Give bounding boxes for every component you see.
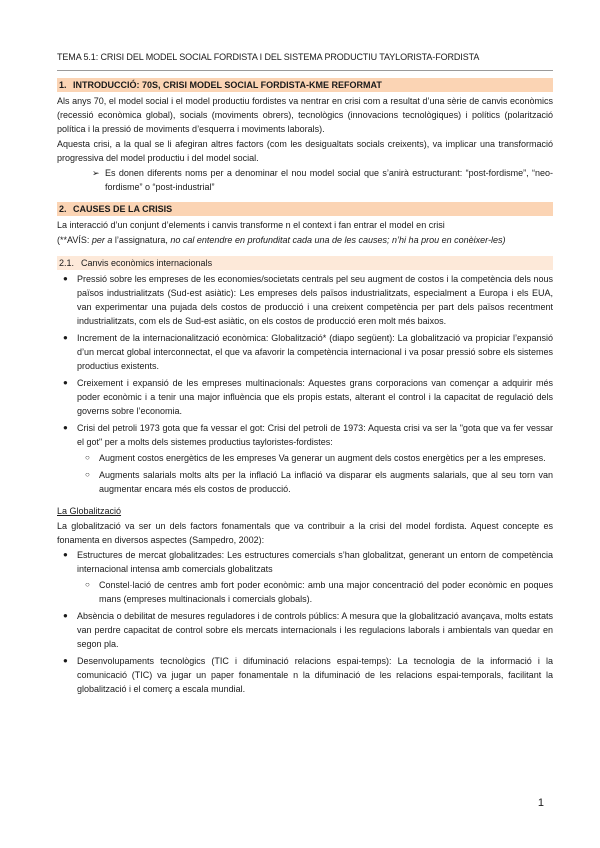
section-2-1-list	[57, 272, 553, 496]
sub-list	[77, 451, 553, 496]
bullet-icon: ●	[63, 611, 68, 620]
bullet-icon: ●	[63, 423, 68, 432]
list-item	[63, 376, 553, 418]
circle-bullet-icon: ○	[85, 580, 90, 589]
globalitzacio-list	[57, 548, 553, 696]
section-1-heading	[57, 78, 553, 92]
section-1-number: 1.	[59, 80, 67, 90]
title-rest: : CRISI DEL MODEL SOCIAL FORDISTA I DEL SISTEMA PRODUCTIU TAYLORISTA-FORDISTA	[95, 52, 480, 62]
circle-bullet-icon: ○	[85, 453, 90, 462]
section-2-notice	[57, 233, 553, 247]
bullet-icon: ●	[63, 378, 68, 387]
title-prefix: TEMA 5.1	[57, 52, 96, 62]
page-number: 1	[537, 797, 544, 809]
notice-normal: l’assignatura,	[114, 235, 168, 245]
circle-bullet-icon: ○	[85, 470, 90, 479]
section-2-1-heading	[57, 256, 553, 270]
section-2-heading	[57, 202, 553, 216]
section-2-intro: La interacció d’un conjunt d’elements i canvis transforme n el context i fan entrar el model en crisi	[57, 220, 445, 230]
section-2-1-number: 2.1.	[59, 258, 75, 268]
bullet-icon: ●	[63, 274, 68, 283]
globalitzacio-intro: La globalització va ser un dels factors fonamentals que va contribuir a la crisi del model fordista. Aquest concepte es fonamenta en diversos aspectes (Sampedro, 2002):	[57, 521, 553, 545]
sub-list-item-text: Augment costos energètics de les empreses Va generar un augment dels costos energètics per a les empreses.	[99, 453, 546, 463]
list-item	[63, 331, 553, 373]
bullet-icon: ●	[63, 550, 68, 559]
sub-list-item-text: Constel·lació de centres amb fort poder econòmic: amb una major concentració del poder econòmic en poques mans (empreses multinacionals i comercials globals).	[99, 580, 553, 604]
list-item-text: Creixement i expansió de les empreses multinacionals: Aquestes grans corporacions van començar a adquirir més poder econòmic i a tenir una major influència que els propis estats, alterant el control i la capacitat de regulació dels governs sobre l’economia.	[77, 378, 553, 416]
document-title	[57, 50, 553, 64]
bullet-icon: ●	[63, 656, 68, 665]
list-item-text: Estructures de mercat globalitzades: Les estructures comercials s’han globalitzat, generant un entorn de competència internacional intensa amb comercials globalitzats	[77, 550, 553, 574]
section-2-1-title: Canvis econòmics internacionals	[81, 258, 213, 268]
section-1-title: INTRODUCCIÓ: 70S, CRISI MODEL SOCIAL FORDISTA-KME REFORMAT	[73, 80, 382, 90]
notice-prefix: (**AVÍS:	[57, 235, 90, 245]
arrow-item-text: Es donen diferents noms per a denominar el nou model social que s’anirà estructurant: “post-fordisme”, “neo-fordisme” o “post-industrial”	[105, 168, 553, 192]
section-1-paragraph-1: Als anys 70, el model social i el model productiu fordistes va nentrar en crisi com a resultat d’una sèrie de canvis econòmics (recessió econòmica global), socials (moviments obrers), tecnològics (innovacions tecnològiques) i polítics (polarització política i la pressió de moviments d’esquerra i moviments laborals).	[57, 96, 553, 134]
list-item	[63, 548, 553, 606]
list-item-text: Increment de la internacionalització econòmica: Globalització* (diapo següent): La globalització va propiciar l’expansió d’un mercat global interconnectat, el que va afavorir la competència internacional i va posar pressió sobre els sistemes productius existents.	[77, 333, 553, 371]
sub-list-item	[85, 451, 553, 465]
sub-list-item-text: Augments salarials molts alts per la inflació La inflació va disparar els augments salarials, que al seu torn van augmentar encara més els costos de producció.	[99, 470, 553, 494]
list-item-text: Crisi del petroli 1973 gota que fa vessar el got: Crisi del petroli de 1973: Aquesta crisi va ser la "gota que va fer vessar el got" per a molts dels sistemes productius tayloristes-fordistes:	[77, 423, 553, 447]
notice-italic-1: per a	[89, 235, 115, 245]
sub-list	[77, 578, 553, 606]
section-2-number: 2.	[59, 204, 67, 214]
list-item	[63, 272, 553, 328]
section-2-title: CAUSES DE LA CRISIS	[73, 204, 173, 214]
sub-list-item	[85, 578, 553, 606]
title-rule	[57, 70, 553, 71]
list-item-text: Pressió sobre les empreses de les economies/societats centrals pel seu augment de costos i la competència dels nous països industrialitzats (Sud-est asiàtic): Les empreses dels països industrialitzats, especialment a Europa i els EUA, van experimentar una pujada dels costos de producció i una creixent competència per part dels països recentment industrialitzats, com els de Sud-est asiàtic, on els costos de producció eren molt més baixos.	[77, 274, 553, 326]
notice-italic-2: no cal entendre en profunditat cada una de les causes; n’hi ha prou en conèixer-les)	[167, 235, 506, 245]
list-item-text: Absència o debilitat de mesures reguladores i de controls públics: A mesura que la globalització avançava, molts estats van perdre capacitat de control sobre els mercats internacionals i les regulacions laborals i ambientals van quedar en segon pla.	[77, 611, 553, 649]
list-item	[63, 609, 553, 651]
section-1-paragraph-2: Aquesta crisi, a la qual se li afegiran altres factors (com les desigualtats socials creixents), va implicar una transformació progressiva del model productiu i del model social.	[57, 139, 553, 163]
list-item	[63, 654, 553, 696]
sub-list-item	[85, 468, 553, 496]
list-item-text: Desenvolupaments tecnològics (TIC i difuminació relacions espai-temps): La tecnologia de la informació i la comunicació (TIC) va jugar un paper fonamentale n la difuminació de les relacions espai-temporals, facilitant la globalització i el comerç a escala mundial.	[77, 656, 553, 694]
arrow-bullet-icon: ➢	[92, 168, 100, 178]
bullet-icon: ●	[63, 333, 68, 342]
globalitzacio-heading: La Globalització	[57, 506, 122, 516]
section-1-arrow-item	[57, 166, 553, 194]
list-item	[63, 421, 553, 496]
